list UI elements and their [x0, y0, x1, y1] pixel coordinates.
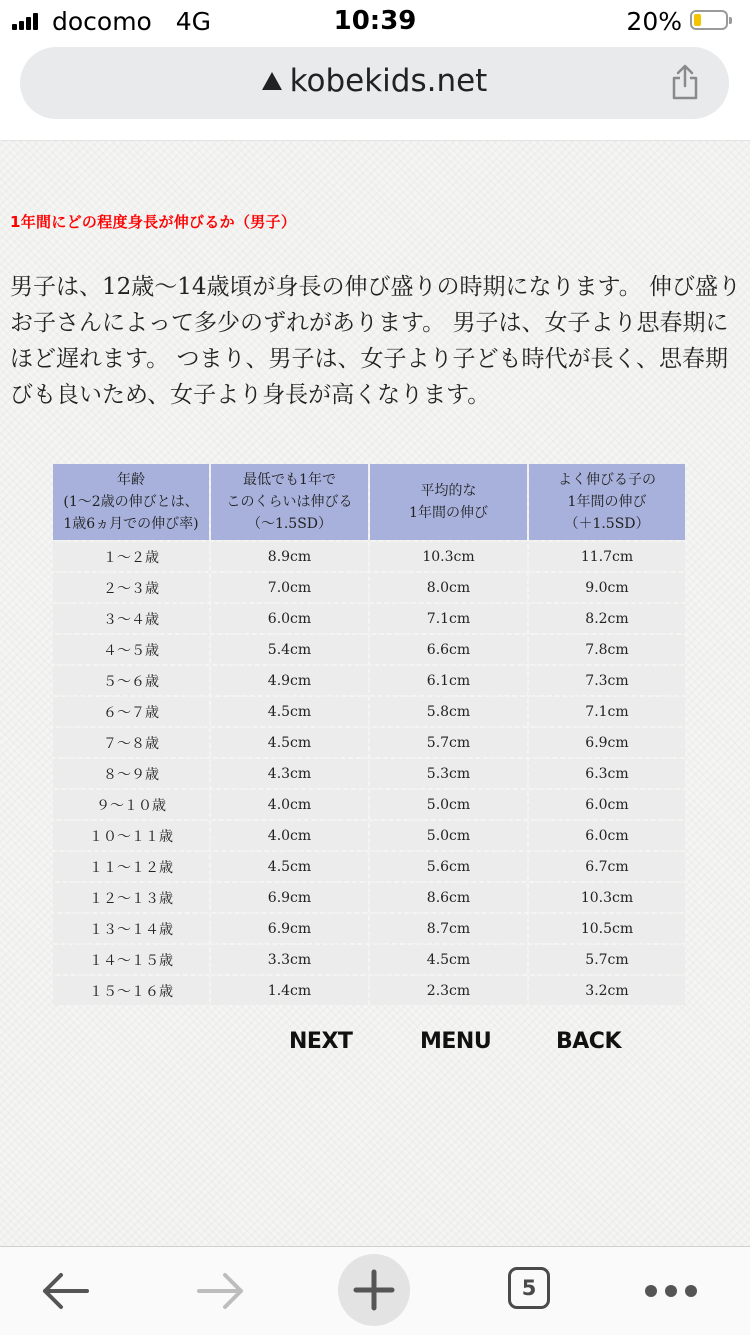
- table-row: [53, 914, 685, 943]
- table-row: [53, 542, 685, 571]
- table-header-row: [53, 464, 685, 540]
- value-cell: 6.0cm: [211, 604, 368, 633]
- table-row: [53, 728, 685, 757]
- value-cell: 4.5cm: [211, 697, 368, 726]
- value-cell: 11.7cm: [529, 542, 685, 571]
- value-cell: 9.0cm: [529, 573, 685, 602]
- table-row: [53, 635, 685, 664]
- value-cell: 4.5cm: [211, 852, 368, 881]
- value-cell: 7.0cm: [211, 573, 368, 602]
- value-cell: 10.5cm: [529, 914, 685, 943]
- paragraph-line: びも良いため、女子より身長が高くなります。: [10, 382, 491, 408]
- table-row: [53, 573, 685, 602]
- table-row: [53, 604, 685, 633]
- age-cell: ８〜９歳: [53, 759, 209, 788]
- age-cell: ７〜８歳: [53, 728, 209, 757]
- value-cell: 6.1cm: [370, 666, 527, 695]
- tab-count-button[interactable]: 5: [508, 1267, 550, 1309]
- plus-icon: [338, 1254, 410, 1326]
- age-cell: １１〜１２歳: [53, 852, 209, 881]
- intro-paragraph: [10, 269, 750, 413]
- table-row: [53, 697, 685, 726]
- age-cell: １５〜１６歳: [53, 976, 209, 1005]
- age-cell: ５〜６歳: [53, 666, 209, 695]
- value-cell: 6.9cm: [211, 914, 368, 943]
- page-heading: 1年間にどの程度身長が伸びるか（男子）: [10, 213, 297, 231]
- header-high-growth: よく伸びる子の 1年間の伸び （＋1.5SD）: [529, 464, 685, 540]
- value-cell: 5.7cm: [370, 728, 527, 757]
- table-row: [53, 883, 685, 912]
- paragraph-line: ほど遅れます。 つまり、男子は、女子より子ども時代が長く、思春期: [10, 346, 729, 372]
- web-content: [0, 140, 750, 1247]
- value-cell: 6.0cm: [529, 790, 685, 819]
- value-cell: 8.0cm: [370, 573, 527, 602]
- share-icon[interactable]: [671, 64, 699, 100]
- carrier-label: docomo 4G: [52, 7, 211, 36]
- value-cell: 10.3cm: [529, 883, 685, 912]
- value-cell: 8.9cm: [211, 542, 368, 571]
- value-cell: 7.1cm: [370, 604, 527, 633]
- forward-arrow-icon[interactable]: [196, 1271, 246, 1311]
- value-cell: 3.2cm: [529, 976, 685, 1005]
- url-domain: kobekids.net: [289, 63, 488, 99]
- value-cell: 6.0cm: [529, 821, 685, 850]
- value-cell: 6.6cm: [370, 635, 527, 664]
- table-row: [53, 821, 685, 850]
- address-bar[interactable]: [20, 47, 729, 119]
- value-cell: 4.0cm: [211, 821, 368, 850]
- table-row: [53, 666, 685, 695]
- growth-table: [51, 462, 687, 1007]
- value-cell: 5.0cm: [370, 790, 527, 819]
- table-row: [53, 759, 685, 788]
- value-cell: 5.8cm: [370, 697, 527, 726]
- new-tab-button[interactable]: [338, 1254, 410, 1326]
- header-avg-growth: 平均的な 1年間の伸び: [370, 464, 527, 540]
- value-cell: 6.9cm: [529, 728, 685, 757]
- table-row: [53, 976, 685, 1005]
- status-bar: [0, 0, 750, 40]
- value-cell: 4.5cm: [370, 945, 527, 974]
- value-cell: 4.0cm: [211, 790, 368, 819]
- header-age: 年齢 (1〜2歳の伸びとは、 1歳6ヵ月での伸び率): [53, 464, 209, 540]
- paragraph-line: お子さんによって多少のずれがあります。 男子は、女子より思春期に: [10, 310, 729, 336]
- age-cell: ３〜４歳: [53, 604, 209, 633]
- battery-icon: [690, 10, 728, 30]
- value-cell: 3.3cm: [211, 945, 368, 974]
- value-cell: 5.3cm: [370, 759, 527, 788]
- warning-icon: [262, 72, 282, 90]
- age-cell: １２〜１３歳: [53, 883, 209, 912]
- age-cell: ４〜５歳: [53, 635, 209, 664]
- value-cell: 5.4cm: [211, 635, 368, 664]
- value-cell: 2.3cm: [370, 976, 527, 1005]
- value-cell: 10.3cm: [370, 542, 527, 571]
- value-cell: 6.3cm: [529, 759, 685, 788]
- value-cell: 8.7cm: [370, 914, 527, 943]
- table-row: [53, 852, 685, 881]
- value-cell: 4.5cm: [211, 728, 368, 757]
- value-cell: 1.4cm: [211, 976, 368, 1005]
- network-label: 4G: [175, 7, 211, 36]
- value-cell: 6.7cm: [529, 852, 685, 881]
- value-cell: 6.9cm: [211, 883, 368, 912]
- value-cell: 4.3cm: [211, 759, 368, 788]
- age-cell: ６〜７歳: [53, 697, 209, 726]
- age-cell: １０〜１１歳: [53, 821, 209, 850]
- back-arrow-icon[interactable]: [40, 1271, 90, 1311]
- next-link[interactable]: NEXT: [289, 1029, 353, 1054]
- value-cell: 7.8cm: [529, 635, 685, 664]
- age-cell: １４〜１５歳: [53, 945, 209, 974]
- value-cell: 4.9cm: [211, 666, 368, 695]
- value-cell: 8.2cm: [529, 604, 685, 633]
- battery-percent: 20%: [626, 7, 682, 36]
- value-cell: 7.1cm: [529, 697, 685, 726]
- status-time: 10:39: [333, 6, 417, 36]
- back-link[interactable]: BACK: [556, 1029, 621, 1054]
- table-row: [53, 790, 685, 819]
- value-cell: 8.6cm: [370, 883, 527, 912]
- value-cell: 5.6cm: [370, 852, 527, 881]
- paragraph-line: 男子は、12歳〜14歳頃が身長の伸び盛りの時期になります。 伸び盛り: [10, 274, 742, 300]
- age-cell: １〜２歳: [53, 542, 209, 571]
- menu-link[interactable]: MENU: [420, 1029, 492, 1054]
- value-cell: 7.3cm: [529, 666, 685, 695]
- table-row: [53, 945, 685, 974]
- value-cell: 5.0cm: [370, 821, 527, 850]
- browser-toolbar: [0, 1246, 750, 1335]
- age-cell: １３〜１４歳: [53, 914, 209, 943]
- age-cell: ２〜３歳: [53, 573, 209, 602]
- age-cell: ９〜１０歳: [53, 790, 209, 819]
- header-min-growth: 最低でも1年で このくらいは伸びる （〜1.5SD）: [211, 464, 368, 540]
- value-cell: 5.7cm: [529, 945, 685, 974]
